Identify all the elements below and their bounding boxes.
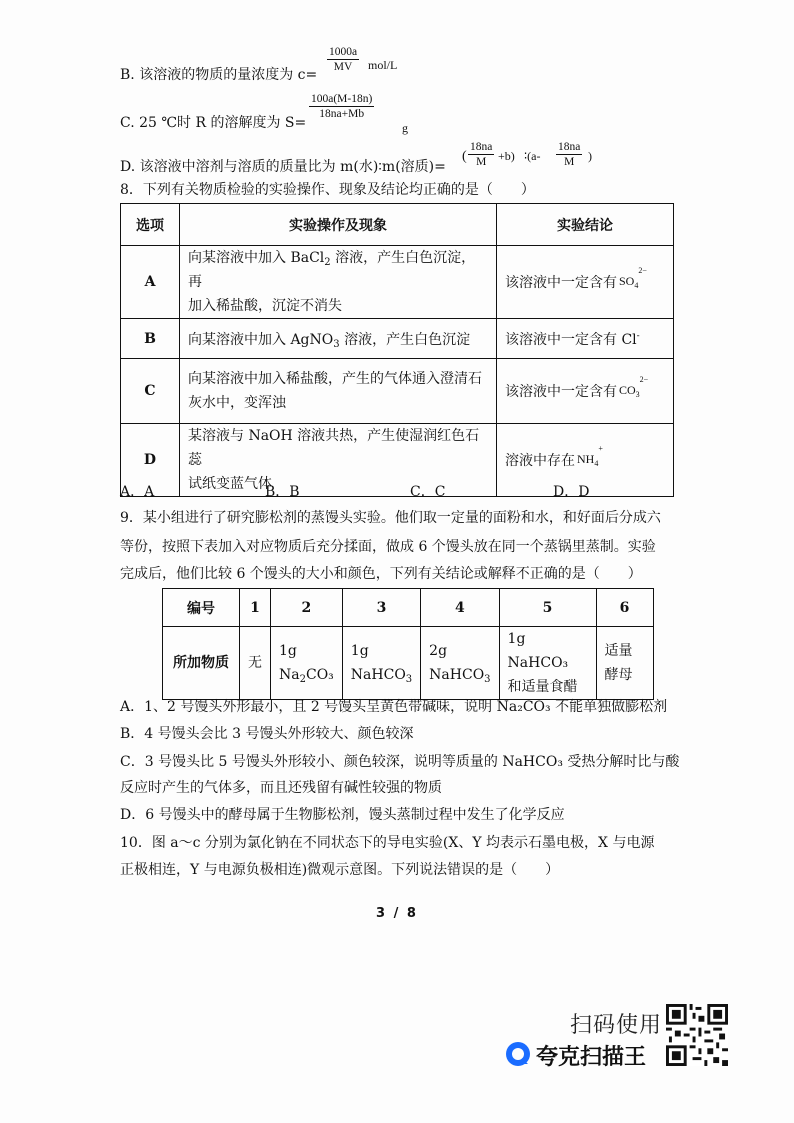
q9-number: 2 bbox=[271, 589, 343, 627]
q8-row-conclusion: 该溶液中一定含有 $CO_3$ 2− bbox=[497, 359, 674, 424]
q9-cell: 1g $Na_2CO_3$ bbox=[271, 627, 343, 700]
qr-code-icon[interactable] bbox=[666, 1004, 728, 1066]
q9-option-a: A．1、2 号馒头外形最小，且 2 号馒头呈黄色带碱味，说明 Na₂CO₃ 不能单独做膨松剂 bbox=[120, 699, 668, 715]
page-number: 3 / 8 bbox=[376, 906, 418, 921]
q8-choice-c: C．C bbox=[410, 484, 446, 500]
q8-row-a bbox=[121, 246, 674, 319]
q9-number: 6 bbox=[596, 589, 653, 627]
option-d-paren: ( bbox=[462, 149, 467, 164]
q9-option-c-line1: C．3 号馒头比 5 号馒头外形较小、颜色较深，说明等质量的 NaHCO₃ 受热分解时比与酸 bbox=[120, 754, 680, 770]
q8-row-option: A bbox=[121, 246, 180, 319]
q9-stem-line2: 等份，按照下表加入对应物质后充分揉面，做成 6 个馒头放在同一个蒸锅里蒸制。实验 bbox=[120, 539, 656, 555]
q8-row-operation: 向某溶液中加入 AgNO$_3$ 溶液，产生白色沉淀 bbox=[180, 319, 497, 359]
q8-header-option: 选项 bbox=[121, 204, 180, 246]
q9-cell: 1g NaHCO₃ 和适量食醋 bbox=[499, 627, 596, 700]
q9-cell: 1g NaHCO$_3$ bbox=[342, 627, 420, 700]
q9-cell: 2g NaHCO$_3$ bbox=[421, 627, 499, 700]
q9-number: 5 bbox=[499, 589, 596, 627]
option-d-colon: ∶(a- bbox=[524, 149, 541, 163]
option-c-fraction: $\frac{100a(M-18n)}{18na+Mb}$ bbox=[311, 93, 373, 120]
brand-text: 夸克扫描王 bbox=[536, 1045, 647, 1070]
q9-stem-line3: 完成后，他们比较 6 个馒头的大小和颜色，下列有关结论或解释不正确的是（ ） bbox=[120, 566, 642, 582]
q8-row-operation: 某溶液与 NaOH 溶液共热，产生使湿润红色石蕊 试纸变蓝气体 bbox=[180, 424, 497, 497]
q9-table bbox=[162, 588, 654, 700]
q9-header-label: 编号 bbox=[163, 589, 240, 627]
q9-cell: 无 bbox=[240, 627, 271, 700]
option-d-fraction-1: $\frac{18na}{M}$ bbox=[470, 141, 493, 168]
q8-row-option: D bbox=[121, 424, 180, 497]
q8-row-operation: 向某溶液中加入稀盐酸，产生的气体通入澄清石 灰水中，变浑浊 bbox=[180, 359, 497, 424]
q8-stem: 8．下列有关物质检验的实验操作、现象及结论均正确的是（ ） bbox=[120, 182, 535, 198]
q9-number-row bbox=[163, 589, 654, 627]
q9-number: 3 bbox=[342, 589, 420, 627]
q8-row-c bbox=[121, 359, 674, 424]
q8-header-conclusion: 实验结论 bbox=[497, 204, 674, 246]
q10-stem-line1: 10．图 a～c 分别为氯化钠在不同状态下的导电实验(X、Y 均表示石墨电极，X 与电源 bbox=[120, 835, 655, 851]
q9-substance-row bbox=[163, 627, 654, 700]
q9-number: 4 bbox=[421, 589, 499, 627]
option-b-text: B. 该溶液的物质的量浓度为 c= bbox=[120, 67, 318, 83]
option-d-text: D. 该溶液中溶剂与溶质的质量比为 m(水)∶m(溶质)= bbox=[120, 159, 446, 175]
option-c-unit: g bbox=[402, 121, 408, 135]
q9-option-d: D．6 号馒头中的酵母属于生物膨松剂，馒头蒸制过程中发生了化学反应 bbox=[120, 807, 565, 823]
q9-row-label: 所加物质 bbox=[163, 627, 240, 700]
quark-logo-icon bbox=[505, 1041, 531, 1067]
q10-stem-line2: 正极相连，Y 与电源负极相连)微观示意图。下列说法错误的是（ ） bbox=[120, 862, 560, 878]
q8-table bbox=[120, 203, 674, 497]
option-c-text: C. 25 ℃时 R 的溶解度为 S= bbox=[120, 115, 307, 131]
q8-row-d bbox=[121, 424, 674, 497]
q8-row-conclusion: 该溶液中一定含有 Cl- bbox=[497, 319, 674, 359]
q8-row-operation: 向某溶液中加入 BaCl$_2$ 溶液，产生白色沉淀，再 加入稀盐酸，沉淀不消失 bbox=[180, 246, 497, 319]
q8-row-b bbox=[121, 319, 674, 359]
carbonate-ion: $CO_3$ 2− bbox=[619, 375, 649, 399]
option-d-fraction-2: $\frac{18na}{M}$ bbox=[558, 141, 581, 168]
option-b-unit: mol/L bbox=[368, 58, 398, 72]
q9-number: 1 bbox=[240, 589, 271, 627]
ammonium-ion: $NH_4$ + bbox=[577, 444, 603, 468]
q8-row-conclusion: 溶液中存在 $NH_4$ + bbox=[497, 424, 674, 497]
q9-stem-line1: 9．某小组进行了研究膨松剂的蒸馒头实验。他们取一定量的面粉和水，和好面后分成六 bbox=[120, 510, 661, 526]
scan-to-use-text: 扫码使用 bbox=[570, 1013, 663, 1038]
q9-cell: 适量 酵母 bbox=[596, 627, 653, 700]
q8-header-operation: 实验操作及现象 bbox=[180, 204, 497, 246]
q8-choice-a: A．A bbox=[120, 484, 155, 500]
q9-option-b: B．4 号馒头会比 3 号馒头外形较大、颜色较深 bbox=[120, 726, 414, 742]
option-d-close: ) bbox=[588, 149, 592, 163]
q8-choice-d: D．D bbox=[553, 484, 590, 500]
sulfate-ion: $SO_4$ 2− bbox=[619, 266, 647, 290]
q8-row-conclusion: 该溶液中一定含有 $SO_4$ 2− bbox=[497, 246, 674, 319]
option-d-plus-b: +b) bbox=[498, 149, 515, 163]
q8-choice-b: B．B bbox=[265, 484, 300, 500]
q8-row-option: C bbox=[121, 359, 180, 424]
q9-option-c-line2: 反应时产生的气体多，而且还残留有碱性较强的物质 bbox=[120, 780, 442, 796]
option-b-fraction: $\frac{1000a}{MV}$ bbox=[329, 46, 358, 73]
q8-row-option: B bbox=[121, 319, 180, 359]
